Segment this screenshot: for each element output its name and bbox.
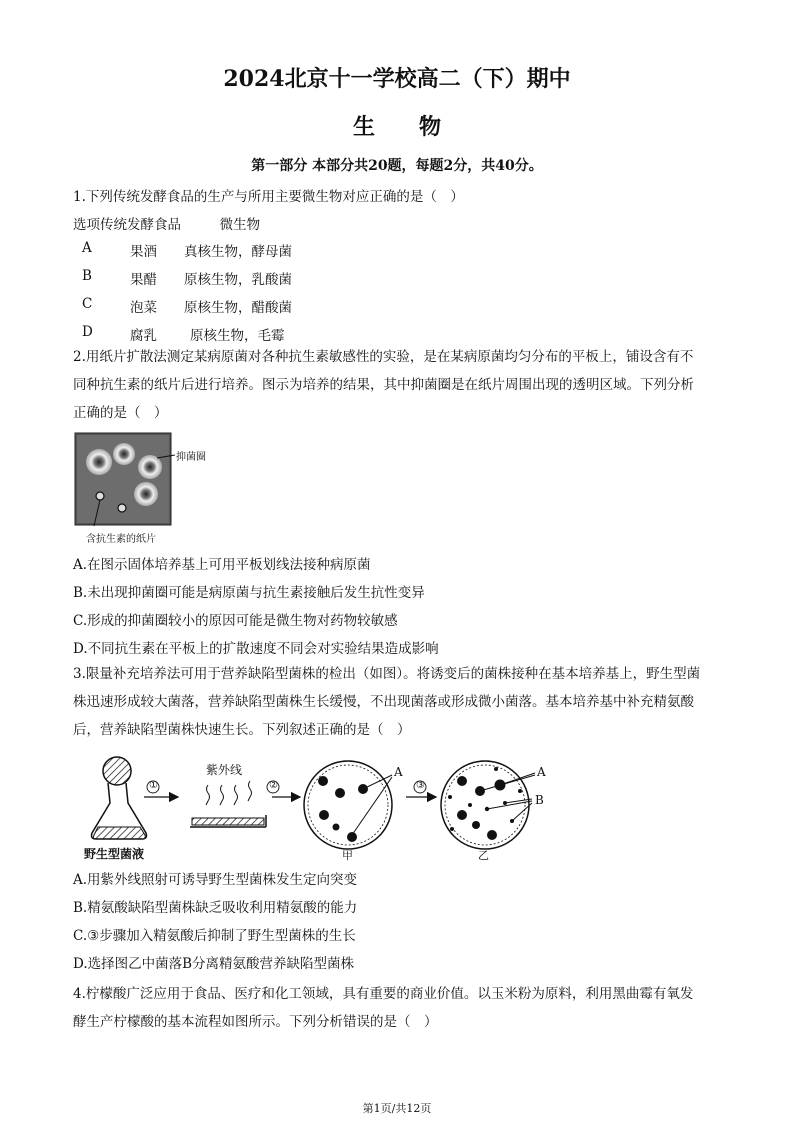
step-1-label: ①	[149, 780, 158, 791]
q2-option-c: C.形成的抑菌圈较小的原因可能是微生物对药物较敏感	[73, 613, 398, 629]
q2-stem-line: 同种抗生素的纸片后进行培养。图示为培养的结果，其中抑菌圈是在纸片周围出现的透明区域。下列分析	[73, 377, 694, 393]
disc-label: 含抗生素的纸片	[86, 534, 156, 545]
q3-option-d: D.选择图乙中菌落B分离精氨酸营养缺陷型菌株	[73, 956, 355, 972]
uv-label: 紫外线	[206, 763, 243, 777]
q1-header-food: 传统发酵食品	[100, 217, 181, 233]
q1-header-option: 选项	[73, 217, 100, 233]
dish-jia-label: 甲	[342, 849, 353, 862]
step-3-label: ③	[416, 780, 425, 791]
colony-a-label-yi: A	[537, 765, 546, 779]
q3-options	[73, 866, 725, 978]
q1-option-label: A	[82, 240, 92, 256]
q1-microbe: 真核生物，酵母菌	[184, 244, 292, 260]
q2-stem	[73, 343, 725, 427]
section-heading: 第一部分 本部分共20题，每题2分，共40分。	[251, 158, 543, 174]
q1-microbe: 原核生物，毛霉	[190, 328, 285, 344]
q4-stem-line: 4.柠檬酸广泛应用于食品、医疗和化工领域，具有重要的商业价值。以玉米粉为原料，利用黑曲霉有氧发	[73, 986, 694, 1002]
q2-option-a: A.在图示固体培养基上可用平板划线法接种病原菌	[73, 557, 371, 573]
q3-option-c: C.③步骤加入精氨酸后抑制了野生型菌株的生长	[73, 928, 356, 944]
q2-stem-line: 2.用纸片扩散法测定某病原菌对各种抗生素敏感性的实验，是在某病原菌均匀分布的平板上，铺设含有不	[73, 349, 694, 365]
q1-food: 泡菜	[130, 300, 157, 316]
q1-microbe: 原核生物，醋酸菌	[184, 300, 292, 316]
petri-dish-jia-icon	[304, 761, 392, 849]
q1-food: 腐乳	[130, 328, 157, 344]
q2-option-b: B.未出现抑菌圈可能是病原菌与抗生素接触后发生抗性变异	[73, 585, 425, 601]
q1-food: 果酒	[130, 244, 157, 260]
q1-food: 果醋	[130, 272, 157, 288]
culture-plate-icon	[190, 815, 266, 827]
flask-label: 野生型菌液	[84, 847, 145, 861]
uv-rays-icon	[206, 781, 252, 805]
q1-header-microbe: 微生物	[219, 217, 261, 233]
q1-option-label: C	[82, 296, 93, 312]
q1-option-label: B	[82, 268, 92, 284]
zone-label: 抑菌圈	[176, 452, 206, 463]
q1-microbe: 原核生物，乳酸菌	[184, 272, 292, 288]
q2-options	[73, 551, 725, 663]
step-2-label: ②	[269, 780, 278, 791]
page-number: 第1页/共12页	[362, 1102, 432, 1115]
q3-option-b: B.精氨酸缺陷型菌株缺乏吸收利用精氨酸的能力	[73, 900, 358, 916]
flask-icon	[92, 757, 147, 839]
q3-stem-line: 后，营养缺陷型菌株快速生长。下列叙述正确的是（ ）	[73, 722, 411, 738]
q3-figure-flow	[80, 755, 600, 865]
q1-table-header	[73, 213, 260, 233]
colony-b-label: B	[535, 793, 544, 807]
dish-yi-label: 乙	[478, 849, 489, 862]
q1-option-label: D	[82, 324, 93, 340]
page-title: 2024北京十一学校高二（下）期中	[223, 66, 571, 92]
q4-stem-line: 酵生产柠檬酸的基本流程如图所示。下列分析错误的是（ ）	[73, 1014, 438, 1030]
q2-option-d: D.不同抗生素在平板上的扩散速度不同会对实验结果造成影响	[73, 641, 439, 657]
q1-stem: 1.下列传统发酵食品的生产与所用主要微生物对应正确的是（ ）	[73, 189, 464, 205]
q3-option-a: A.用紫外线照射可诱导野生型菌株发生定向突变	[73, 872, 358, 888]
colony-a-label-jia: A	[394, 765, 403, 779]
q2-stem-line: 正确的是（ ）	[73, 405, 168, 421]
q4-stem	[73, 980, 725, 1036]
q3-stem-line: 株迅速形成较大菌落，营养缺陷型菌株生长缓慢，不出现菌落或形成微小菌落。基本培养基中补充精氨酸	[73, 694, 694, 710]
q3-stem	[73, 660, 725, 744]
petri-dish-yi-icon	[441, 761, 535, 849]
q3-stem-line: 3.限量补充培养法可用于营养缺陷型菌株的检出（如图）。将诱变后的菌株接种在基本培养基上，野生型菌	[73, 666, 701, 682]
q2-figure-petri-plate	[72, 430, 232, 548]
subject-title: 生 物	[352, 114, 441, 140]
